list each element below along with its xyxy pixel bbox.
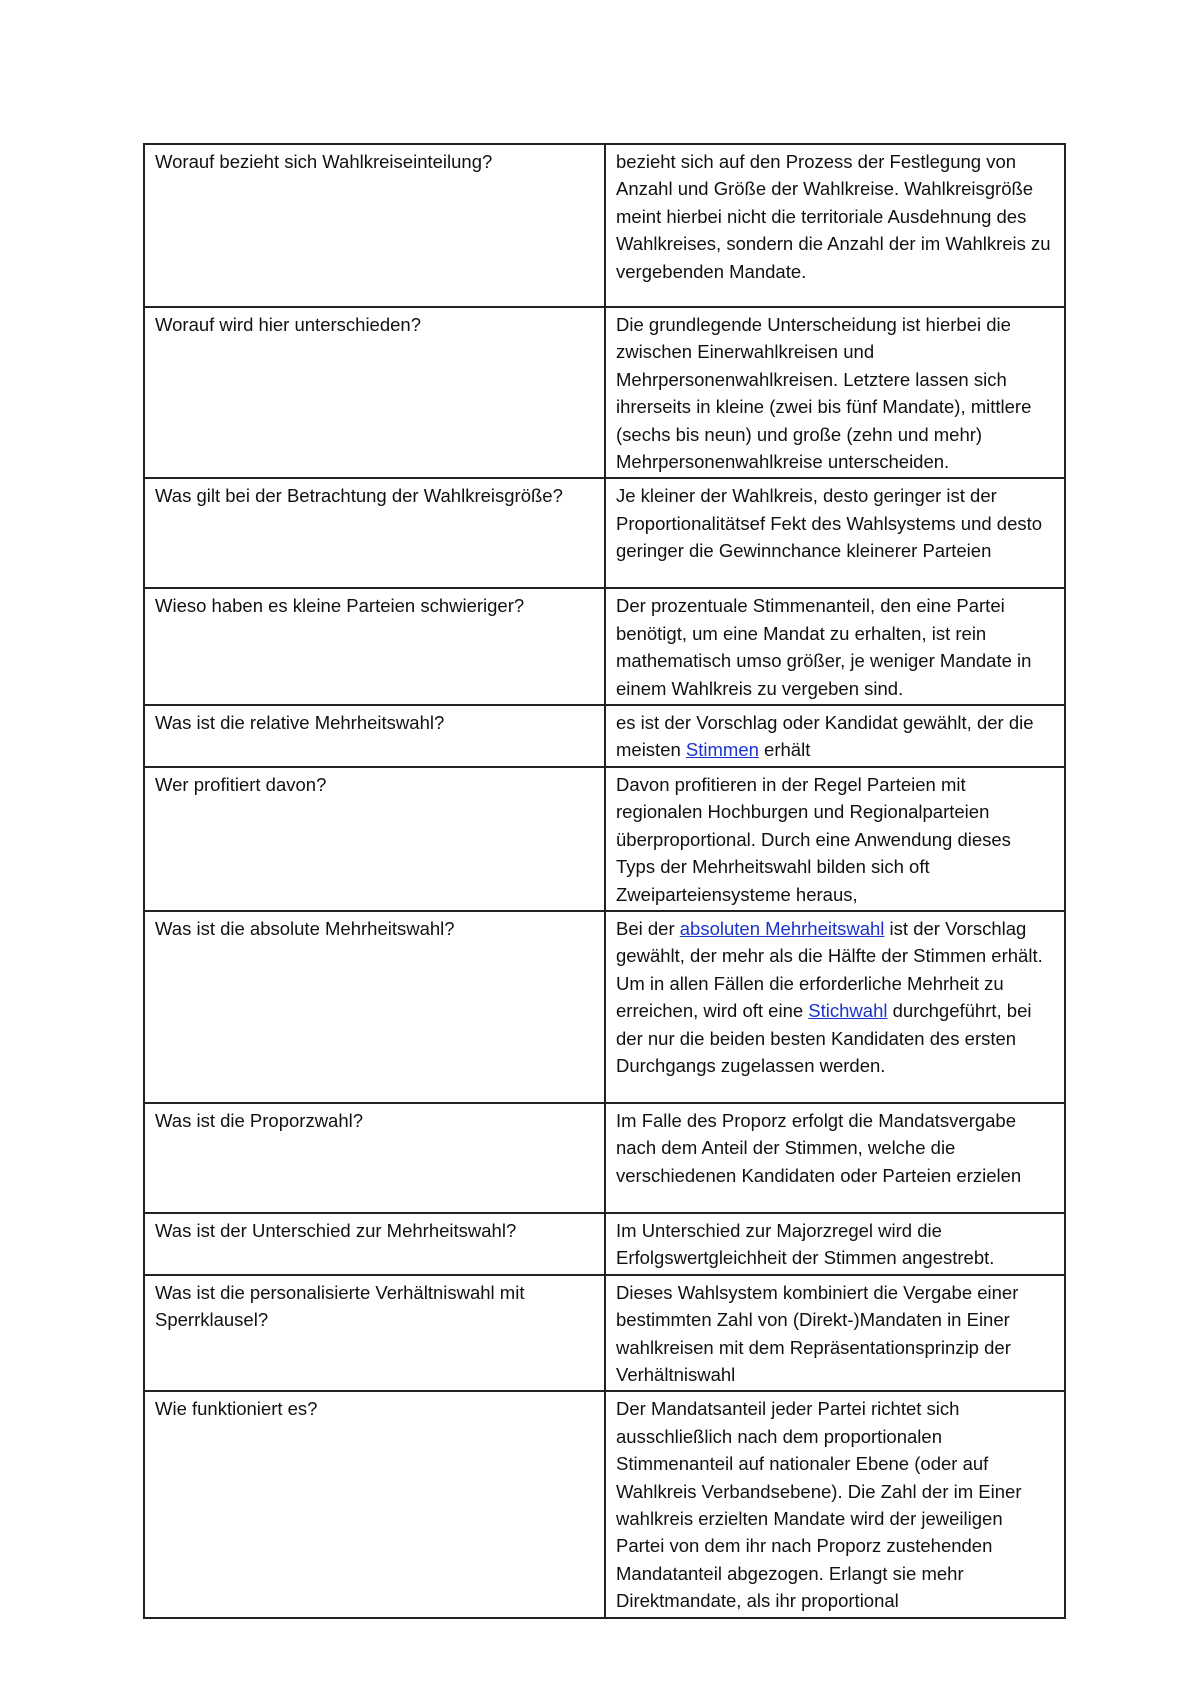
answer-text: Im Falle des Proporz erfolgt die Mandatsvergabe nach dem Anteil der Stimmen, welche die verschiedenen Kandidaten oder Parteien erzielen	[616, 1109, 1022, 1186]
table-row	[144, 1275, 1065, 1392]
answer-cell	[605, 588, 1065, 705]
answer-cell	[605, 767, 1065, 911]
table-row	[144, 1103, 1065, 1213]
answer-text: bezieht sich auf den Prozess der Festlegung von Anzahl und Größe der Wahlkreise. Wahlkreisgröße meint hierbei nicht die territoriale Ausdehnung des Wahlkreises, sondern die Anzahl der im Wahlkreis zu vergebenden Mandate.	[616, 151, 1051, 282]
answer-text: Der prozentuale Stimmenanteil, den eine Partei benötigt, um eine Mandat zu erhalten, ist rein mathematisch umso größer, je weniger Mandate in einem Wahlkreis zu vergeben sind.	[616, 595, 1032, 699]
question-cell: Worauf wird hier unterschieden?	[144, 307, 605, 478]
question-cell: Was ist die absolute Mehrheitswahl?	[144, 911, 605, 1103]
table-row	[144, 1213, 1065, 1275]
question-cell: Was ist die Proporzwahl?	[144, 1103, 605, 1213]
question-cell: Wer profitiert davon?	[144, 767, 605, 911]
answer-text: ist der Vorschlag gewählt, der mehr als die Hälfte der Stimmen erhält. Um in allen Fällen die erforderliche Mehrheit zu erreichen, wird oft eine	[616, 917, 1043, 1022]
table-row	[144, 705, 1065, 767]
table-row	[144, 588, 1065, 705]
table-row	[144, 307, 1065, 478]
question-cell: Was gilt bei der Betrachtung der Wahlkreisgröße?	[144, 478, 605, 588]
answer-text: erhält	[758, 739, 811, 761]
answer-text: Davon profitieren in der Regel Parteien mit regionalen Hochburgen und Regionalparteien überproportional. Durch eine Anwendung dieses Typs der Mehrheitswahl bilden sich oft Zweiparteiensysteme heraus,	[616, 773, 1011, 905]
question-cell: Was ist der Unterschied zur Mehrheitswahl?	[144, 1213, 605, 1275]
stimmen-link[interactable]: Stimmen	[685, 739, 759, 761]
answer-text: es ist der Vorschlag oder Kandidat gewählt, der die meisten	[616, 712, 1034, 761]
question-cell: Was ist die relative Mehrheitswahl?	[144, 705, 605, 767]
answer-cell	[605, 705, 1065, 767]
answer-text: Bei der	[616, 917, 680, 939]
table-row	[144, 1391, 1065, 1617]
answer-cell	[605, 478, 1065, 588]
answer-text: Je kleiner der Wahlkreis, desto geringer ist der Proportionalitätsef Fekt des Wahlsystems und desto geringer die Gewinnchance kleinerer Parteien	[616, 485, 1043, 562]
absolute-mehrheitswahl-link[interactable]: absoluten Mehrheitswahl	[679, 917, 885, 939]
question-cell: Wie funktioniert es?	[144, 1391, 605, 1617]
table-row	[144, 767, 1065, 911]
qa-table	[143, 143, 1066, 1619]
answer-cell	[605, 1275, 1065, 1392]
table-row	[144, 911, 1065, 1103]
stichwahl-link[interactable]: Stichwahl	[808, 1000, 888, 1022]
answer-cell	[605, 307, 1065, 478]
answer-text: Die grundlegende Unterscheidung ist hierbei die zwischen Einerwahlkreisen und Mehrpersonenwahlkreisen. Letztere lassen sich ihrerseits in kleine (zwei bis fünf Mandate), mittlere (sechs bis neun) und große (zehn und mehr) Mehrpersonenwahlkreise unterscheiden.	[616, 314, 1032, 473]
answer-cell	[605, 144, 1065, 307]
table-row	[144, 478, 1065, 588]
answer-cell	[605, 1391, 1065, 1617]
answer-text: Dieses Wahlsystem kombiniert die Vergabe einer bestimmten Zahl von (Direkt-)Mandaten in Einer wahlkreisen mit dem Repräsentationsprinzip der Verhältniswahl	[616, 1281, 1019, 1385]
answer-cell	[605, 911, 1065, 1103]
table-row	[144, 144, 1065, 307]
answer-cell	[605, 1103, 1065, 1213]
answer-text: durchgeführt, bei der nur die beiden besten Kandidaten des ersten Durchgangs zugelassen werden.	[616, 1000, 1032, 1076]
question-cell: Worauf bezieht sich Wahlkreiseinteilung?	[144, 144, 605, 307]
answer-cell	[605, 1213, 1065, 1275]
question-cell: Wieso haben es kleine Parteien schwieriger?	[144, 588, 605, 705]
question-cell: Was ist die personalisierte Verhältniswahl mit Sperrklausel?	[144, 1275, 605, 1392]
answer-text: Der Mandatsanteil jeder Partei richtet sich ausschließlich nach dem proportionalen Stimmenanteil auf nationaler Ebene (oder auf Wahlkreis Verbandsebene). Die Zahl der im Einer wahlkreis erzielten Mandate wird der jeweiligen Partei von dem ihr nach Proporz zustehenden Mandatanteil abgezogen. Erlangt sie mehr Direktmandate, als ihr proportional	[616, 1398, 1022, 1612]
answer-text: Im Unterschied zur Majorzregel wird die Erfolgswertgleichheit der Stimmen angestrebt.	[616, 1219, 995, 1269]
